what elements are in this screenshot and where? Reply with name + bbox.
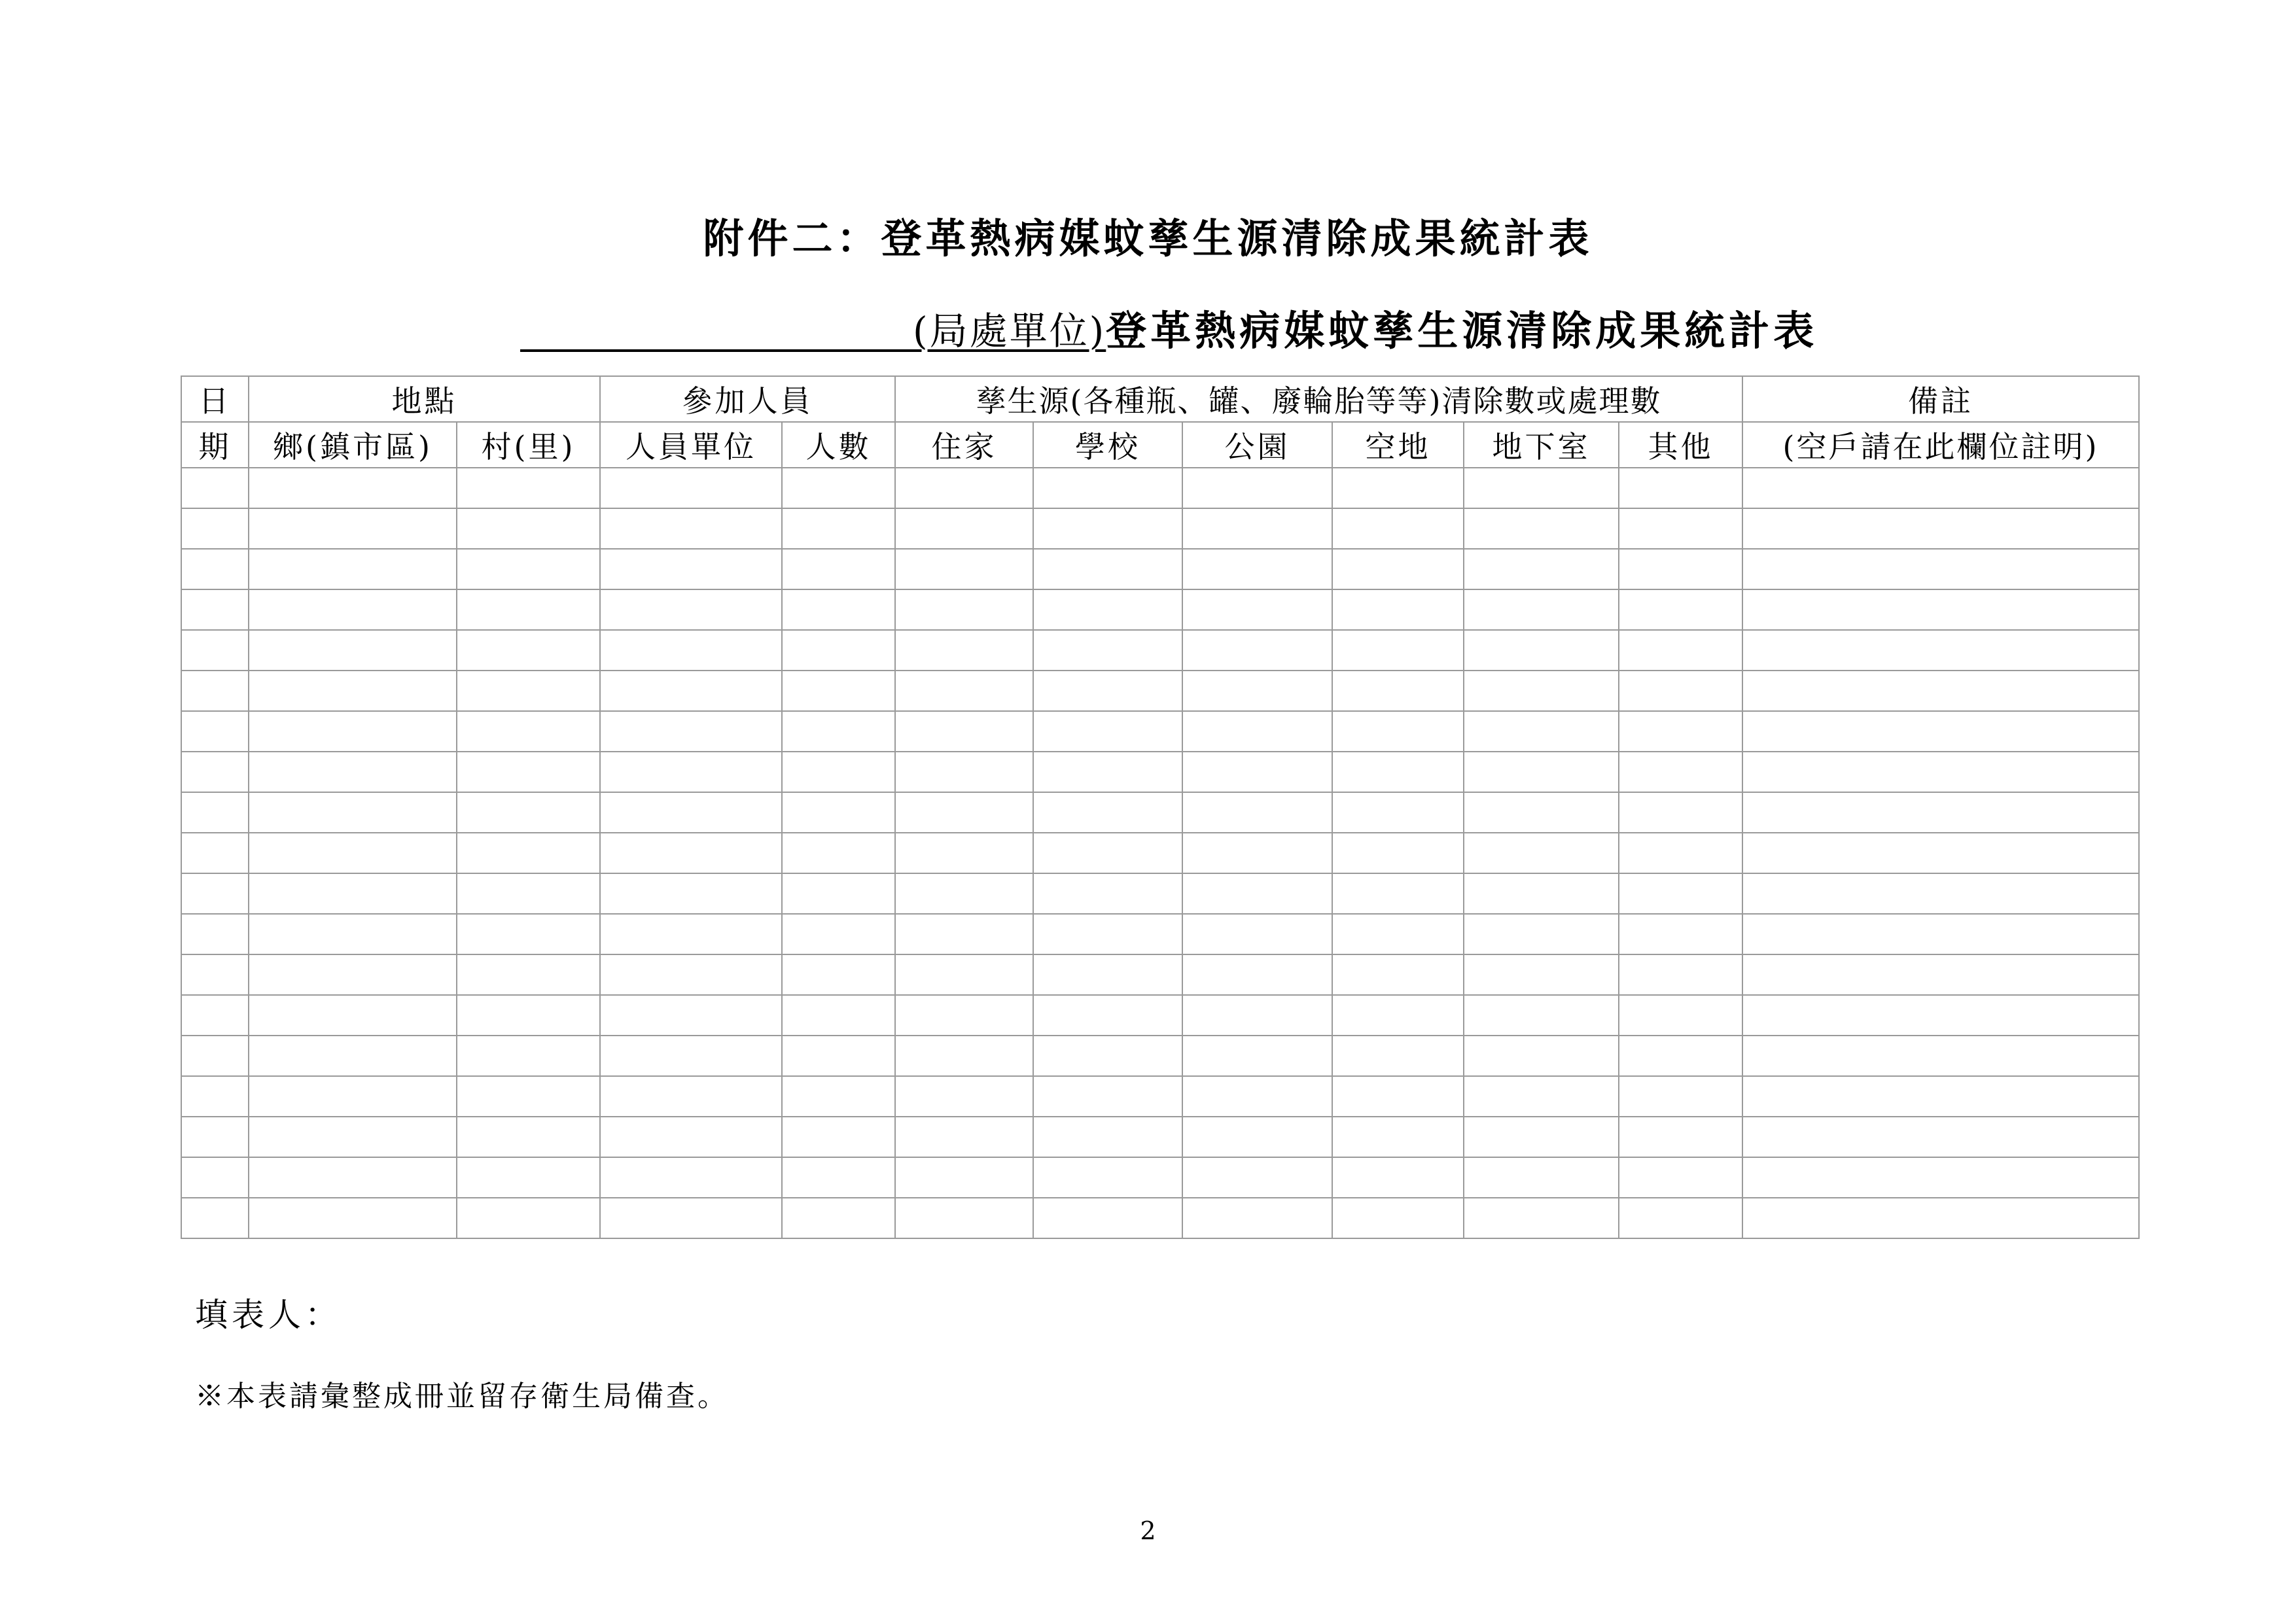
headcount-header: 人數 — [782, 422, 895, 468]
table-cell[interactable] — [1033, 508, 1182, 549]
table-cell[interactable] — [1742, 508, 2139, 549]
table-cell[interactable] — [1033, 711, 1182, 752]
table-cell[interactable] — [600, 508, 782, 549]
table-cell[interactable] — [1182, 1036, 1332, 1076]
table-cell[interactable] — [782, 914, 895, 954]
table-cell[interactable] — [181, 589, 249, 630]
table-cell[interactable] — [181, 711, 249, 752]
table-cell[interactable] — [1332, 995, 1464, 1036]
table-cell[interactable] — [782, 711, 895, 752]
unit-fill-line[interactable] — [520, 349, 913, 352]
table-cell[interactable] — [1182, 1198, 1332, 1238]
table-cell[interactable] — [457, 873, 600, 914]
township-header: 鄉(鎮市區) — [249, 422, 457, 468]
village-header: 村(里) — [457, 422, 600, 468]
table-cell[interactable] — [249, 1036, 457, 1076]
table-cell[interactable] — [1742, 671, 2139, 711]
table-cell[interactable] — [1742, 752, 2139, 792]
remarks-note-header: (空戶請在此欄位註明) — [1742, 422, 2139, 468]
table-cell[interactable] — [249, 549, 457, 589]
other-header: 其他 — [1619, 422, 1742, 468]
date-header-top: 日 — [181, 376, 249, 422]
table-cell[interactable] — [600, 589, 782, 630]
table-cell[interactable] — [1464, 671, 1619, 711]
table-row — [181, 1117, 2139, 1157]
table-cell[interactable] — [895, 1036, 1033, 1076]
remarks-header: 備註 — [1742, 376, 2139, 422]
table-cell[interactable] — [1619, 589, 1742, 630]
table-cell[interactable] — [600, 1157, 782, 1198]
table-cell[interactable] — [600, 914, 782, 954]
table-cell[interactable] — [1182, 833, 1332, 873]
table-cell[interactable] — [249, 954, 457, 995]
filled-by-label: 填表人： — [195, 1296, 342, 1334]
table-cell[interactable] — [1182, 954, 1332, 995]
table-cell[interactable] — [1182, 1117, 1332, 1157]
table-cell[interactable] — [1182, 752, 1332, 792]
subtitle-row — [520, 298, 1818, 357]
table-cell[interactable] — [1033, 549, 1182, 589]
table-cell[interactable] — [1464, 1036, 1619, 1076]
table-cell[interactable] — [1182, 549, 1332, 589]
table-cell[interactable] — [249, 630, 457, 671]
page-number: 2 — [1140, 1516, 1156, 1545]
table-cell[interactable] — [1619, 914, 1742, 954]
table-cell[interactable] — [249, 792, 457, 833]
table-cell[interactable] — [457, 1117, 600, 1157]
table-cell[interactable] — [181, 752, 249, 792]
table-cell[interactable] — [600, 549, 782, 589]
table-cell[interactable] — [600, 1036, 782, 1076]
table-cell[interactable] — [181, 873, 249, 914]
table-cell[interactable] — [181, 1076, 249, 1117]
table-cell[interactable] — [782, 1157, 895, 1198]
table-cell[interactable] — [181, 468, 249, 508]
table-cell[interactable] — [1182, 1157, 1332, 1198]
table-cell[interactable] — [1464, 468, 1619, 508]
table-row — [181, 954, 2139, 995]
table-cell[interactable] — [1619, 630, 1742, 671]
table-cell[interactable] — [181, 914, 249, 954]
table-cell[interactable] — [181, 630, 249, 671]
breeding-sources-header: 孳生源(各種瓶、罐、廢輪胎等等)清除數或處理數 — [895, 376, 1742, 422]
unit-label: (局處單位) — [913, 309, 1106, 353]
table-cell[interactable] — [1332, 1117, 1464, 1157]
table-cell[interactable] — [600, 1117, 782, 1157]
participants-header: 參加人員 — [600, 376, 895, 422]
table-cell[interactable] — [457, 589, 600, 630]
table-row — [181, 630, 2139, 671]
table-cell[interactable] — [782, 1076, 895, 1117]
table-cell[interactable] — [782, 1117, 895, 1157]
table-cell[interactable] — [1619, 1117, 1742, 1157]
table-row — [181, 792, 2139, 833]
table-cell[interactable] — [1033, 671, 1182, 711]
table-cell[interactable] — [1033, 1157, 1182, 1198]
table-cell[interactable] — [895, 711, 1033, 752]
table-cell[interactable] — [1742, 1117, 2139, 1157]
table-cell[interactable] — [1619, 954, 1742, 995]
table-cell[interactable] — [600, 833, 782, 873]
table-row — [181, 752, 2139, 792]
table-cell[interactable] — [1464, 1117, 1619, 1157]
table-cell[interactable] — [1182, 792, 1332, 833]
table-cell[interactable] — [600, 792, 782, 833]
table-cell[interactable] — [249, 589, 457, 630]
table-cell[interactable] — [181, 1198, 249, 1238]
table-cell[interactable] — [181, 833, 249, 873]
table-cell[interactable] — [1464, 589, 1619, 630]
table-cell[interactable] — [1464, 1076, 1619, 1117]
table-cell[interactable] — [457, 508, 600, 549]
table-cell[interactable] — [1182, 589, 1332, 630]
table-cell[interactable] — [1033, 792, 1182, 833]
table-cell[interactable] — [249, 1117, 457, 1157]
table-cell[interactable] — [249, 833, 457, 873]
table-row — [181, 873, 2139, 914]
table-cell[interactable] — [1182, 671, 1332, 711]
table-cell[interactable] — [457, 549, 600, 589]
table-cell[interactable] — [1332, 671, 1464, 711]
table-cell[interactable] — [457, 630, 600, 671]
table-cell[interactable] — [1742, 589, 2139, 630]
table-cell[interactable] — [782, 549, 895, 589]
table-cell[interactable] — [600, 1076, 782, 1117]
table-cell[interactable] — [782, 1198, 895, 1238]
table-cell[interactable] — [1332, 752, 1464, 792]
table-cell[interactable] — [1619, 792, 1742, 833]
table-cell[interactable] — [457, 1198, 600, 1238]
table-cell[interactable] — [600, 752, 782, 792]
table-cell[interactable] — [1742, 833, 2139, 873]
table-cell[interactable] — [782, 508, 895, 549]
header-row-2 — [181, 422, 2139, 468]
header-row-1 — [181, 376, 2139, 422]
table-cell[interactable] — [1742, 630, 2139, 671]
table-cell[interactable] — [249, 508, 457, 549]
table-cell[interactable] — [1332, 549, 1464, 589]
table-row — [181, 914, 2139, 954]
table-cell[interactable] — [1464, 873, 1619, 914]
table-cell[interactable] — [457, 711, 600, 752]
table-cell[interactable] — [1182, 508, 1332, 549]
table-cell[interactable] — [1742, 1157, 2139, 1198]
table-cell[interactable] — [1619, 833, 1742, 873]
table-cell[interactable] — [1033, 1036, 1182, 1076]
table-row — [181, 995, 2139, 1036]
table-cell[interactable] — [895, 873, 1033, 914]
table-cell[interactable] — [1332, 873, 1464, 914]
table-cell[interactable] — [1464, 954, 1619, 995]
table-cell[interactable] — [895, 589, 1033, 630]
table-row — [181, 711, 2139, 752]
table-cell[interactable] — [1033, 468, 1182, 508]
table-cell[interactable] — [895, 1117, 1033, 1157]
table-cell[interactable] — [457, 752, 600, 792]
table-cell[interactable] — [181, 954, 249, 995]
table-cell[interactable] — [1332, 630, 1464, 671]
table-cell[interactable] — [1619, 549, 1742, 589]
table-cell[interactable] — [895, 954, 1033, 995]
table-cell[interactable] — [457, 1076, 600, 1117]
table-cell[interactable] — [1742, 873, 2139, 914]
table-cell[interactable] — [181, 671, 249, 711]
table-cell[interactable] — [895, 1157, 1033, 1198]
table-cell[interactable] — [1033, 995, 1182, 1036]
vacant-lot-header: 空地 — [1332, 422, 1464, 468]
table-cell[interactable] — [1332, 792, 1464, 833]
table-cell[interactable] — [1464, 833, 1619, 873]
table-cell[interactable] — [1619, 1036, 1742, 1076]
table-cell[interactable] — [895, 833, 1033, 873]
table-cell[interactable] — [1332, 589, 1464, 630]
table-cell[interactable] — [457, 995, 600, 1036]
table-row — [181, 671, 2139, 711]
table-cell[interactable] — [1033, 833, 1182, 873]
table-cell[interactable] — [1464, 549, 1619, 589]
table-cell[interactable] — [1464, 792, 1619, 833]
table-cell[interactable] — [782, 1036, 895, 1076]
table-cell[interactable] — [1033, 914, 1182, 954]
table-cell[interactable] — [1742, 954, 2139, 995]
table-cell[interactable] — [1332, 711, 1464, 752]
table-cell[interactable] — [1742, 995, 2139, 1036]
table-row — [181, 1076, 2139, 1117]
table-cell[interactable] — [1464, 1198, 1619, 1238]
table-cell[interactable] — [1619, 1157, 1742, 1198]
table-cell[interactable] — [181, 1157, 249, 1198]
table-row — [181, 1036, 2139, 1076]
table-cell[interactable] — [600, 1198, 782, 1238]
table-cell[interactable] — [249, 671, 457, 711]
table-row — [181, 833, 2139, 873]
table-cell[interactable] — [181, 995, 249, 1036]
table-cell[interactable] — [181, 792, 249, 833]
table-cell[interactable] — [1033, 630, 1182, 671]
table-cell[interactable] — [782, 833, 895, 873]
table-cell[interactable] — [1742, 1036, 2139, 1076]
table-cell[interactable] — [895, 630, 1033, 671]
table-cell[interactable] — [1619, 873, 1742, 914]
table-cell[interactable] — [895, 914, 1033, 954]
table-cell[interactable] — [1619, 508, 1742, 549]
table-cell[interactable] — [1182, 468, 1332, 508]
table-cell[interactable] — [1464, 630, 1619, 671]
statistics-table — [181, 375, 2140, 1239]
table-cell[interactable] — [782, 954, 895, 995]
table-cell[interactable] — [181, 549, 249, 589]
footnote: ※本表請彙整成冊並留存衛生局備查。 — [195, 1380, 729, 1413]
table-row — [181, 468, 2139, 508]
park-header: 公園 — [1182, 422, 1332, 468]
table-cell[interactable] — [1332, 914, 1464, 954]
table-cell[interactable] — [1464, 752, 1619, 792]
table-cell[interactable] — [1742, 711, 2139, 752]
table-cell[interactable] — [1619, 995, 1742, 1036]
date-header-bottom: 期 — [181, 422, 249, 468]
table-cell[interactable] — [1742, 914, 2139, 954]
location-header: 地點 — [249, 376, 600, 422]
table-cell[interactable] — [782, 752, 895, 792]
table-cell[interactable] — [782, 671, 895, 711]
table-cell[interactable] — [1332, 1157, 1464, 1198]
table-cell[interactable] — [249, 873, 457, 914]
table-cell[interactable] — [1332, 508, 1464, 549]
table-cell[interactable] — [895, 468, 1033, 508]
table-cell[interactable] — [181, 1036, 249, 1076]
personnel-unit-header: 人員單位 — [600, 422, 782, 468]
table-cell[interactable] — [600, 711, 782, 752]
table-cell[interactable] — [600, 468, 782, 508]
table-cell[interactable] — [249, 711, 457, 752]
table-cell[interactable] — [1619, 671, 1742, 711]
table-cell[interactable] — [895, 752, 1033, 792]
table-cell[interactable] — [1182, 914, 1332, 954]
table-cell[interactable] — [1464, 1157, 1619, 1198]
table-cell[interactable] — [600, 873, 782, 914]
table-cell[interactable] — [1182, 1076, 1332, 1117]
table-cell[interactable] — [1033, 1076, 1182, 1117]
table-cell[interactable] — [1182, 873, 1332, 914]
table-cell[interactable] — [1033, 752, 1182, 792]
table-body — [181, 468, 2139, 1238]
subtitle: 登革熱病媒蚊孳生源清除成果統計表 — [1106, 307, 1818, 355]
school-header: 學校 — [1033, 422, 1182, 468]
table-cell[interactable] — [1619, 468, 1742, 508]
table-cell[interactable] — [1742, 468, 2139, 508]
table-cell[interactable] — [1742, 1076, 2139, 1117]
table-cell[interactable] — [1033, 589, 1182, 630]
table-cell[interactable] — [782, 468, 895, 508]
table-cell[interactable] — [782, 630, 895, 671]
table-cell[interactable] — [895, 995, 1033, 1036]
table-cell[interactable] — [600, 671, 782, 711]
table-cell[interactable] — [600, 954, 782, 995]
table-cell[interactable] — [1332, 468, 1464, 508]
table-row — [181, 1157, 2139, 1198]
table-cell[interactable] — [1033, 954, 1182, 995]
table-cell[interactable] — [457, 792, 600, 833]
table-cell[interactable] — [1742, 1198, 2139, 1238]
table-cell[interactable] — [1464, 508, 1619, 549]
table-cell[interactable] — [1619, 1198, 1742, 1238]
table-cell[interactable] — [1332, 1076, 1464, 1117]
table-cell[interactable] — [1033, 1117, 1182, 1157]
table-cell[interactable] — [457, 1157, 600, 1198]
table-cell[interactable] — [600, 630, 782, 671]
table-cell[interactable] — [1619, 1076, 1742, 1117]
residence-header: 住家 — [895, 422, 1033, 468]
table-cell[interactable] — [1033, 873, 1182, 914]
table-cell[interactable] — [181, 508, 249, 549]
table-cell[interactable] — [249, 468, 457, 508]
table-cell[interactable] — [1182, 630, 1332, 671]
table-cell[interactable] — [895, 1076, 1033, 1117]
basement-header: 地下室 — [1464, 422, 1619, 468]
table-cell[interactable] — [1332, 954, 1464, 995]
document-title: 附件二：登革熱病媒蚊孳生源清除成果統計表 — [703, 215, 1593, 262]
table-cell[interactable] — [1332, 1036, 1464, 1076]
table-cell[interactable] — [457, 954, 600, 995]
table-cell[interactable] — [1182, 995, 1332, 1036]
table-cell[interactable] — [782, 995, 895, 1036]
table-cell[interactable] — [895, 549, 1033, 589]
table-cell[interactable] — [249, 1076, 457, 1117]
table-cell[interactable] — [895, 671, 1033, 711]
table-cell[interactable] — [1182, 711, 1332, 752]
table-cell[interactable] — [457, 1036, 600, 1076]
table-row — [181, 589, 2139, 630]
table-cell[interactable] — [249, 1198, 457, 1238]
table-cell[interactable] — [457, 914, 600, 954]
table-cell[interactable] — [1033, 1198, 1182, 1238]
table-cell[interactable] — [895, 792, 1033, 833]
table-cell[interactable] — [782, 792, 895, 833]
table-cell[interactable] — [1742, 792, 2139, 833]
table-cell[interactable] — [1619, 752, 1742, 792]
table-cell[interactable] — [895, 508, 1033, 549]
table-row — [181, 508, 2139, 549]
table-cell[interactable] — [782, 873, 895, 914]
table-cell[interactable] — [1742, 549, 2139, 589]
table-cell[interactable] — [457, 671, 600, 711]
table-cell[interactable] — [457, 468, 600, 508]
table-row — [181, 1198, 2139, 1238]
table-cell[interactable] — [1619, 711, 1742, 752]
table-cell[interactable] — [249, 995, 457, 1036]
table-cell[interactable] — [1332, 1198, 1464, 1238]
table-cell[interactable] — [895, 1198, 1033, 1238]
table-cell[interactable] — [782, 589, 895, 630]
table-cell[interactable] — [1464, 914, 1619, 954]
table-cell[interactable] — [1464, 995, 1619, 1036]
table-row — [181, 549, 2139, 589]
table-cell[interactable] — [457, 833, 600, 873]
table-cell[interactable] — [1464, 711, 1619, 752]
table-cell[interactable] — [1332, 833, 1464, 873]
table-cell[interactable] — [249, 752, 457, 792]
table-cell[interactable] — [249, 914, 457, 954]
table-cell[interactable] — [181, 1117, 249, 1157]
table-cell[interactable] — [600, 995, 782, 1036]
table-cell[interactable] — [249, 1157, 457, 1198]
